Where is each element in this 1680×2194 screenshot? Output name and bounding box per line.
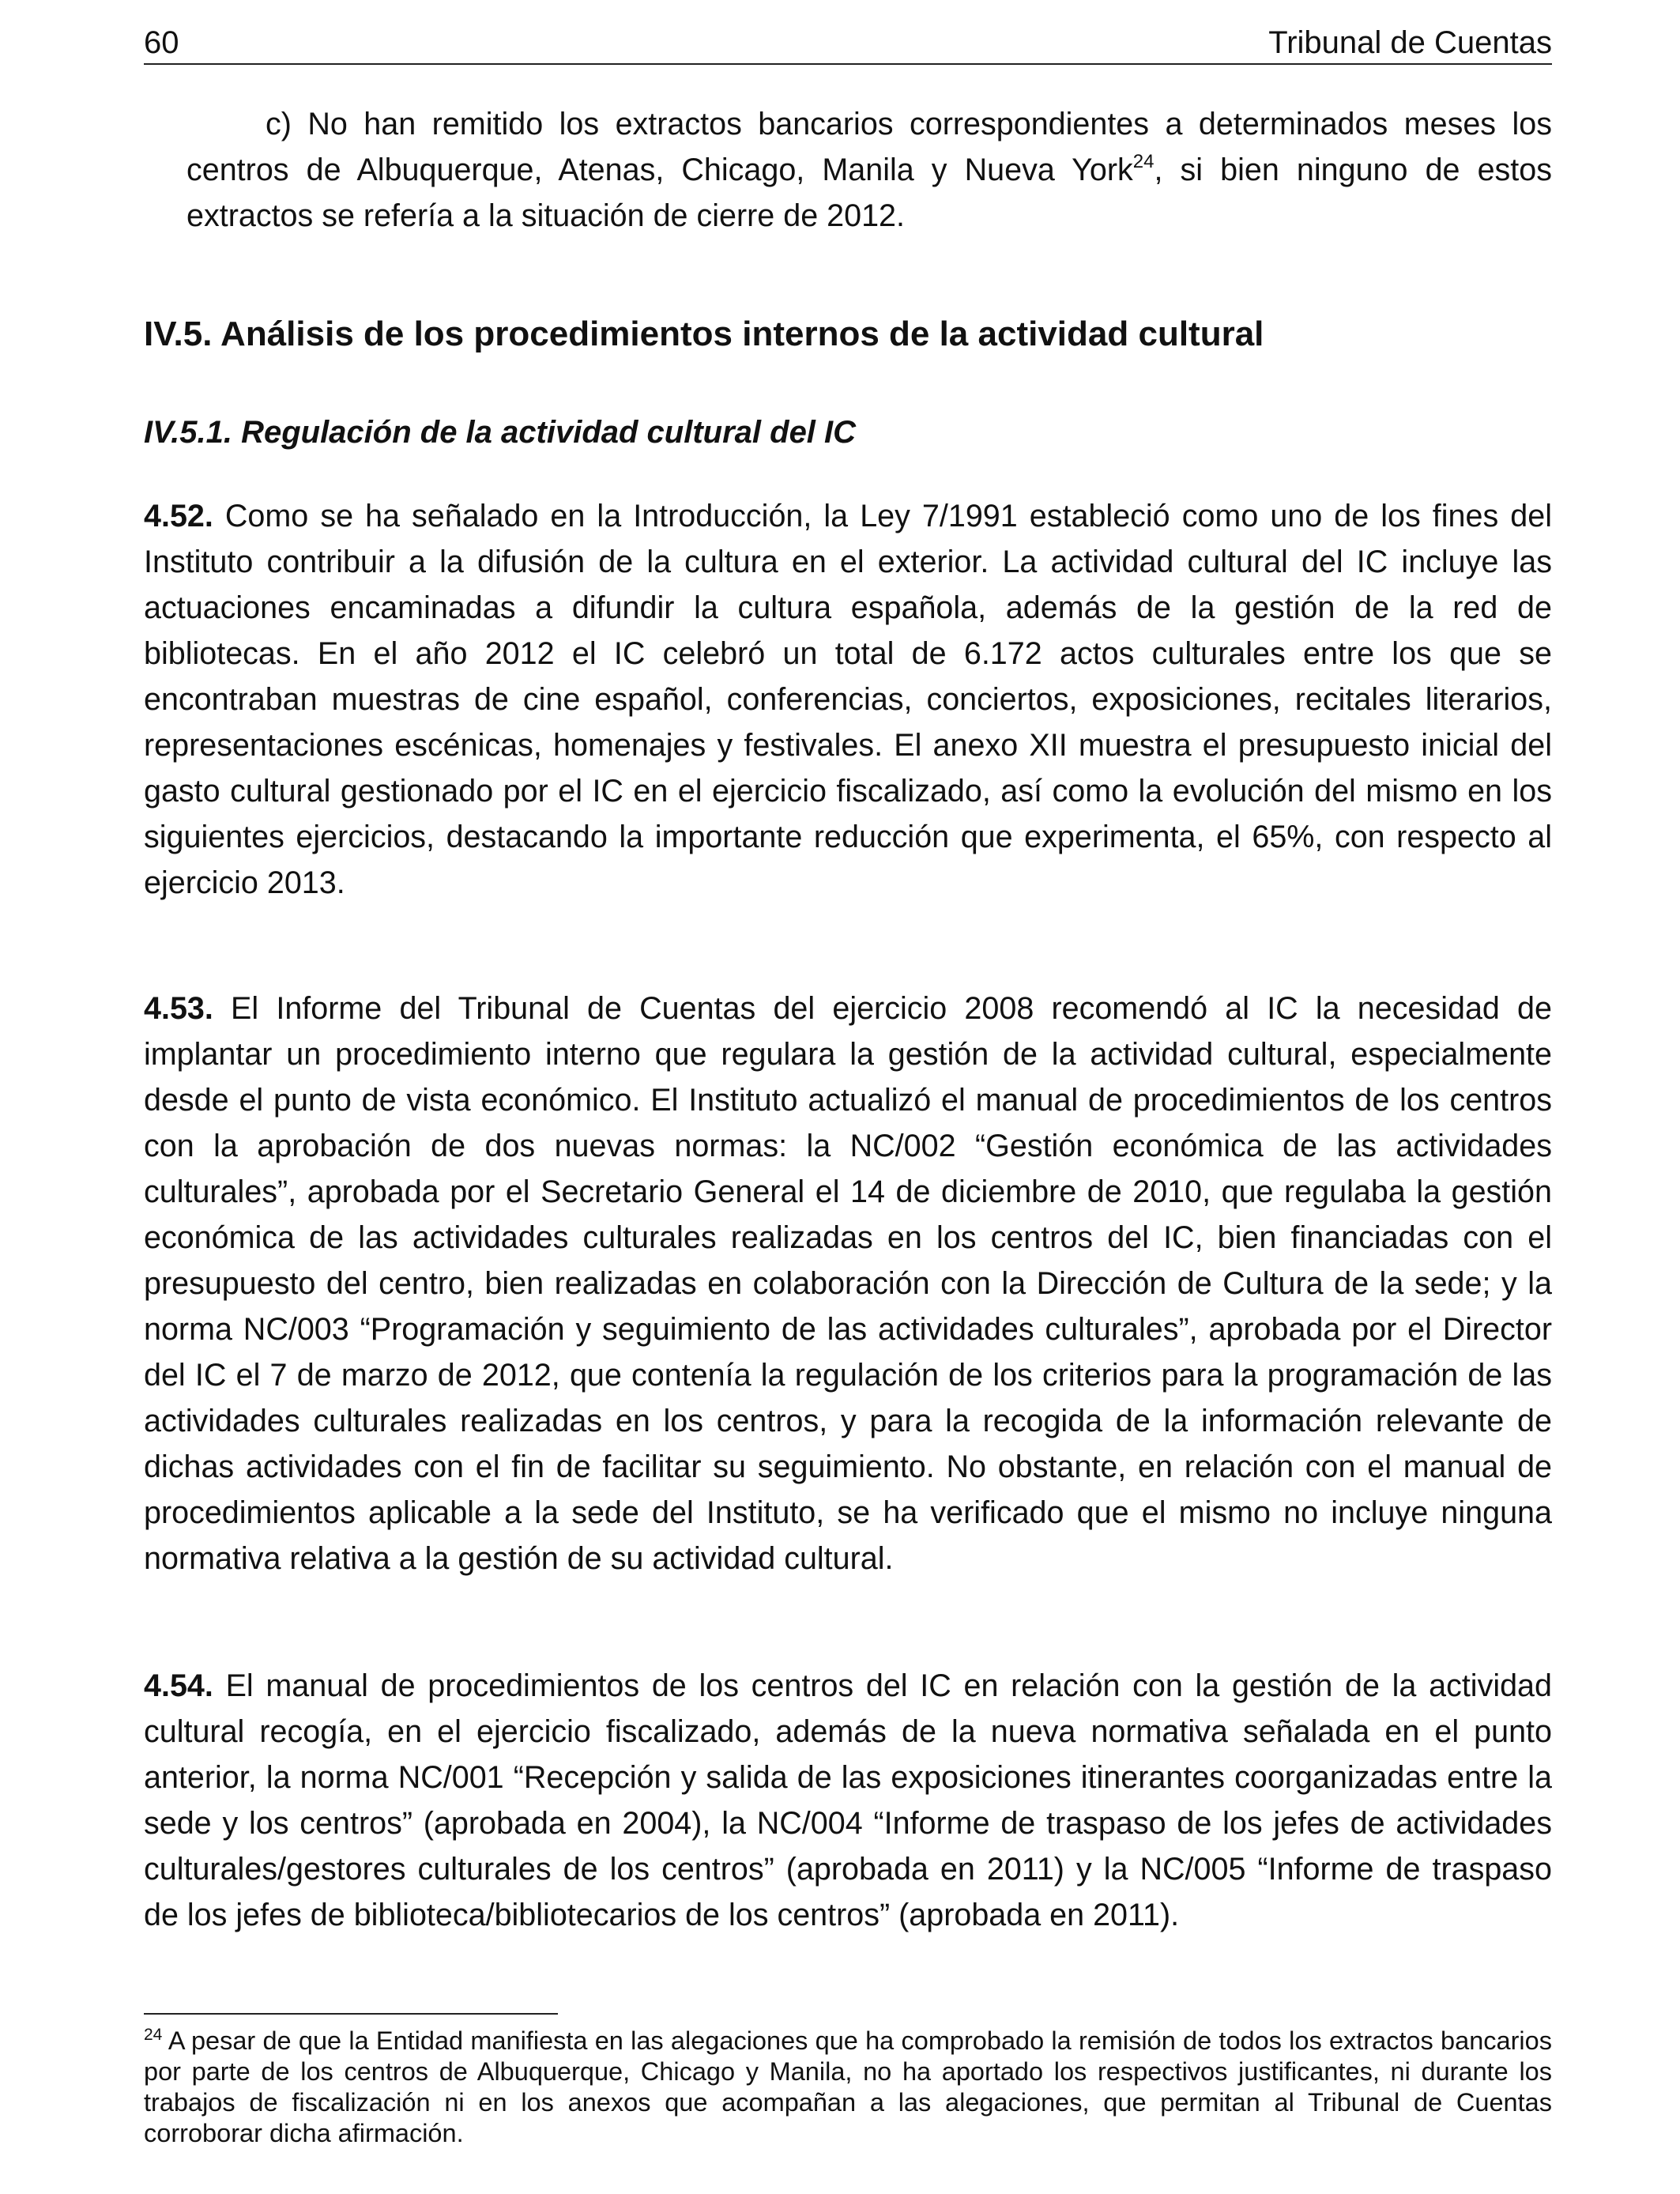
footnote-24 (144, 2026, 1552, 2149)
paragraph-text: El Informe del Tribunal de Cuentas del ejercicio 2008 recomendó al IC la necesidad de implantar un procedimiento interno que regulara la gestión de la actividad cultural, especialmente desde el punto de vista económico. El Instituto actualizó el manual de procedimientos de los centros con la aprobación de dos nuevas normas: la NC/002 “Gestión económica de las actividades culturales”, aprobada por el Secretario General el 14 de diciembre de 2010, que regulaba la gestión económica de las actividades culturales realizadas en los centros del IC, bien financiadas con el presupuesto del centro, bien realizadas en colaboración con la Dirección de Cultura de la sede; y la norma NC/003 “Programación y seguimiento de las actividades culturales”, aprobada por el Director del IC el 7 de marzo de 2012, que contenía la regulación de los criterios para la programación de las actividades culturales realizadas en los centros, y para la recogida de la información relevante de dichas actividades con el fin de facilitar su seguimiento. No obstante, en relación con el manual de procedimientos aplicable a la sede del Instituto, se ha verificado que el mismo no incluye ninguna normativa relativa a la gestión de su actividad cultural. (144, 991, 1552, 1576)
paragraph-number: 4.54. (144, 1668, 213, 1703)
paragraph-4-53 (144, 986, 1552, 1581)
paragraph-text: Como se ha señalado en la Introducción, la Ley 7/1991 estableció como uno de los fines del Instituto contribuir a la difusión de la cultura en el exterior. La actividad cultural del IC incluye las actuaciones encaminadas a difundir la cultura española, además de la gestión de la red de bibliotecas. En el año 2012 el IC celebró un total de 6.172 actos culturales entre los que se encontraban muestras de cine español, conferencias, conciertos, exposiciones, recitales literarios, representaciones escénicas, homenajes y festivales. El anexo XII muestra el presupuesto inicial del gasto cultural gestionado por el IC en el ejercicio fiscalizado, así como la evolución del mismo en los siguientes ejercicios, destacando la importante reducción que experimenta, el 65%, con respecto al ejercicio 2013. (144, 499, 1552, 900)
footnote-marker: 24 (144, 2026, 163, 2044)
paragraph-4-52 (144, 493, 1552, 906)
paragraph-4-54 (144, 1663, 1552, 1938)
page-number: 60 (144, 25, 179, 60)
section-heading: IV.5. Análisis de los procedimientos internos de la actividad cultural (144, 315, 1264, 353)
intro-item-text-continued: , si bien ninguno de estos extractos se refería a la situación de cierre de 2012. (186, 153, 1553, 233)
intro-item-c (186, 101, 1552, 239)
footnote-divider (144, 2013, 558, 2015)
intro-item-text: c) No han remitido los extractos bancarios correspondientes a determinados meses los centros de Albuquerque, Atenas, Chicago, Manila y Nueva York (186, 107, 1552, 187)
document-page (144, 0, 1552, 2194)
paragraph-text: El manual de procedimientos de los centros del IC en relación con la gestión de la actividad cultural recogía, en el ejercicio fiscalizado, además de la nueva normativa señalada en el punto anterior, la norma NC/001 “Recepción y salida de las exposiciones itinerantes coorganizadas entre la sede y los centros” (aprobada en 2004), la NC/004 “Informe de traspaso de los jefes de actividades culturales/gestores culturales de los centros” (aprobada en 2011) y la NC/005 “Informe de traspaso de los jefes de biblioteca/bibliotecarios de los centros” (aprobada en 2011). (144, 1668, 1552, 1932)
footnote-text: A pesar de que la Entidad manifiesta en las alegaciones que ha comprobado la remisión de todos los extractos bancarios por parte de los centros de Albuquerque, Chicago y Manila, no ha aportado los respectivos justificantes, ni durante los trabajos de fiscalización ni en los anexos que acompañan a las alegaciones, que permitan al Tribunal de Cuentas corroborar dicha afirmación. (144, 2026, 1552, 2147)
page-header (144, 22, 1552, 65)
paragraph-number: 4.53. (144, 991, 213, 1026)
running-title: Tribunal de Cuentas (1268, 25, 1552, 60)
footnote-reference[interactable]: 24 (1132, 151, 1155, 172)
section-subheading: IV.5.1. Regulación de la actividad cultural del IC (144, 415, 857, 450)
paragraph-number: 4.52. (144, 499, 213, 533)
